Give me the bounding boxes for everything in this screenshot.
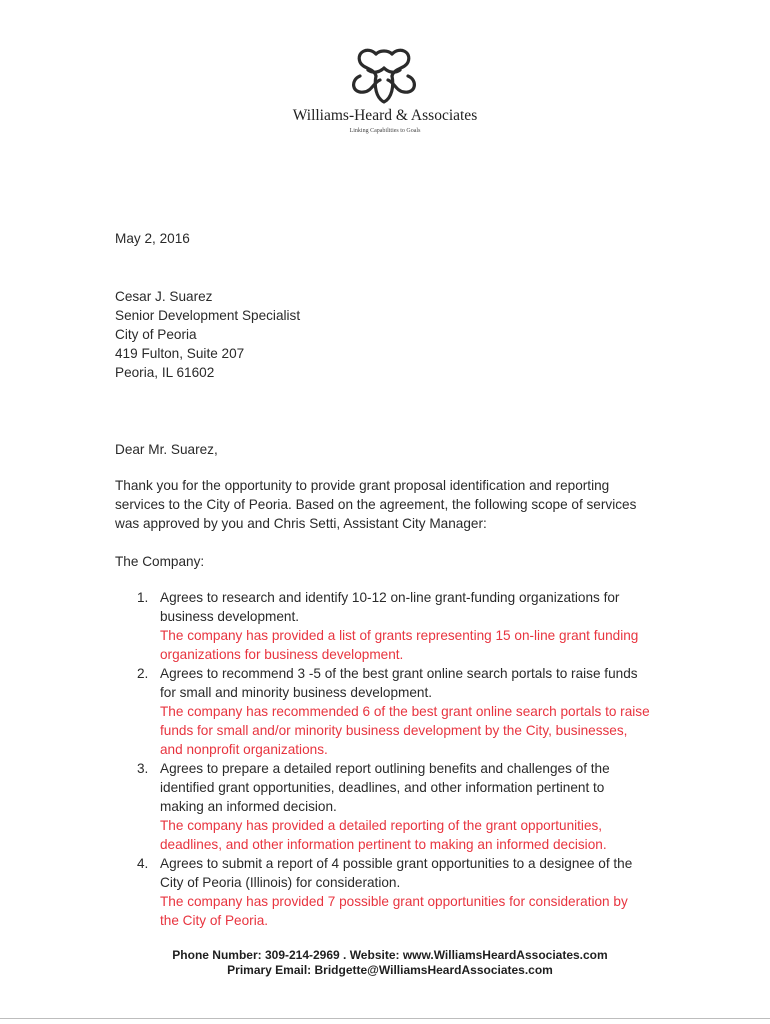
response-line: The company has provided a detailed reporting of the grant opportunities, <box>160 818 603 833</box>
item-number: 1. <box>137 590 149 605</box>
scope-item <box>115 854 675 930</box>
scope-list <box>115 588 675 930</box>
recipient-name: Cesar J. Suarez <box>115 289 213 304</box>
company-tagline: Linking Capabilities to Goals <box>349 128 421 134</box>
page-edge-divider <box>0 1018 770 1019</box>
response-line: The company has provided a list of grants representing 15 on-line grant funding <box>160 628 639 643</box>
company-name: Williams-Heard & Associates <box>292 107 478 124</box>
salutation: Dear Mr. Suarez, <box>115 442 218 457</box>
agreement-line: making an informed decision. <box>160 799 337 814</box>
response-line: deadlines, and other information pertinent to making an informed decision. <box>160 837 607 852</box>
recipient-street: 419 Fulton, Suite 207 <box>115 346 245 361</box>
letter-date: May 2, 2016 <box>115 231 190 246</box>
company-logo-icon <box>346 46 422 106</box>
intro-paragraph <box>115 476 675 533</box>
item-number: 4. <box>137 856 149 871</box>
agreement-line: for small and minority business development. <box>160 685 433 700</box>
response-line: organizations for business development. <box>160 647 404 662</box>
agreement-line: Agrees to prepare a detailed report outlining benefits and challenges of the <box>160 761 610 776</box>
scope-item <box>115 588 675 664</box>
intro-line: was approved by you and Chris Setti, Assistant City Manager: <box>115 516 487 531</box>
agreement-line: City of Peoria (Illinois) for consideration. <box>160 875 401 890</box>
agreement-line: Agrees to submit a report of 4 possible grant opportunities to a designee of the <box>160 856 633 871</box>
response-line: The company has recommended 6 of the best grant online search portals to raise <box>160 704 650 719</box>
item-number: 2. <box>137 666 149 681</box>
scope-item <box>115 759 675 854</box>
agreement-line: identified grant opportunities, deadlines, and other information pertinent to <box>160 780 605 795</box>
intro-line: Thank you for the opportunity to provide grant proposal identification and reporting <box>115 478 610 493</box>
scope-item <box>115 664 675 759</box>
recipient-organization: City of Peoria <box>115 327 197 342</box>
response-line: funds for small and/or minority business development by the City, businesses, <box>160 723 628 738</box>
footer-contact-line: Phone Number: 309-214-2969 . Website: www.WilliamsHeardAssociates.com <box>172 948 608 962</box>
footer-email-line: Primary Email: Bridgette@WilliamsHeardAssociates.com <box>227 963 553 977</box>
item-number: 3. <box>137 761 149 776</box>
company-label: The Company: <box>115 554 205 569</box>
recipient-city-state-zip: Peoria, IL 61602 <box>115 365 215 380</box>
recipient-title: Senior Development Specialist <box>115 308 301 323</box>
response-line: and nonprofit organizations. <box>160 742 328 757</box>
intro-line: services to the City of Peoria. Based on the agreement, the following scope of services <box>115 497 637 512</box>
recipient-address <box>115 287 300 382</box>
agreement-line: Agrees to research and identify 10-12 on-line grant-funding organizations for <box>160 590 620 605</box>
response-line: The company has provided 7 possible grant opportunities for consideration by <box>160 894 628 909</box>
response-line: the City of Peoria. <box>160 913 269 928</box>
agreement-line: Agrees to recommend 3 -5 of the best grant online search portals to raise funds <box>160 666 638 681</box>
agreement-line: business development. <box>160 609 300 624</box>
